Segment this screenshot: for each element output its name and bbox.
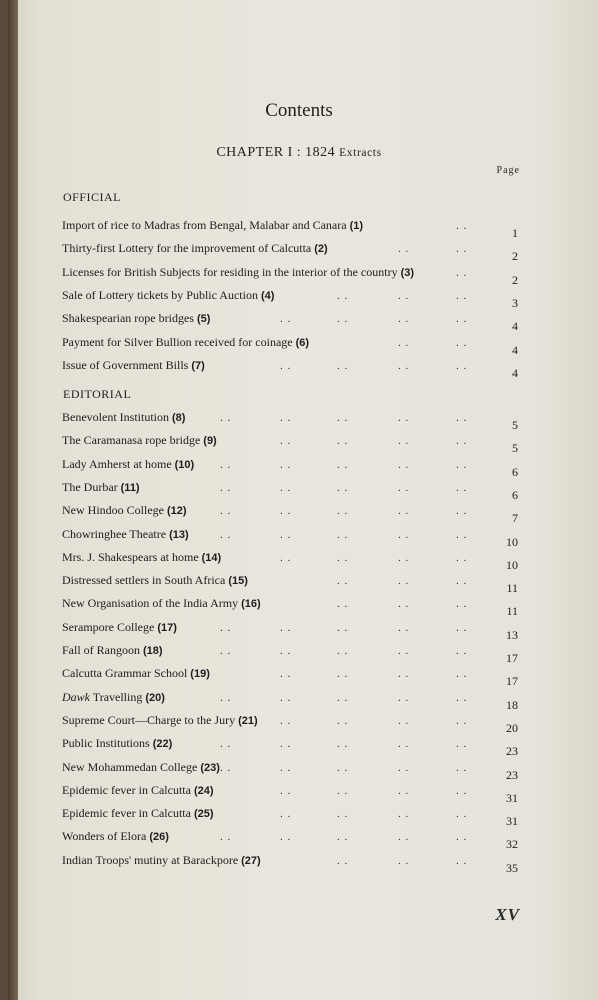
dot-leader: . . — [337, 621, 349, 634]
dot-leader: . . — [337, 551, 349, 564]
entry-page-number: 2 — [512, 272, 518, 287]
dot-leader: . . — [337, 738, 349, 751]
dot-leader: . . — [220, 528, 232, 541]
dot-leader: . . — [398, 359, 410, 372]
entry-page-number: 2 — [512, 249, 518, 264]
entry-text: Benevolent Institution — [62, 410, 172, 424]
entry-text: Thirty-first Lottery for the improvement of Calcutta — [62, 241, 315, 256]
entry-italic: Dawk — [62, 689, 90, 704]
dot-leader: . . — [398, 412, 410, 424]
dot-leader: . . — [456, 313, 468, 326]
entry-page-number: 13 — [506, 627, 518, 642]
entry-text: New Hindoo College — [62, 503, 167, 518]
entry-text: Fall of Rangoon — [62, 643, 143, 657]
entry-title — [62, 527, 189, 542]
dot-leader: . . — [220, 761, 232, 774]
entry-text: Mrs. J. Shakespears at home — [62, 549, 202, 564]
entry-page-number: 4 — [512, 319, 518, 334]
dot-leader: . . — [456, 598, 468, 611]
entry-number: (9) — [203, 435, 217, 448]
dot-leader: . . — [337, 528, 349, 541]
dot-leader: . . — [456, 505, 468, 518]
dot-leader: . . — [456, 575, 468, 588]
entry-title — [62, 596, 261, 611]
toc-entry — [0, 690, 598, 710]
dot-leader: . . — [337, 481, 349, 494]
dot-leader: . . — [337, 575, 349, 588]
entry-title — [62, 358, 205, 373]
entry-page-number: 3 — [512, 295, 518, 310]
dot-leader: . . — [220, 505, 232, 518]
entry-page-number: 10 — [506, 534, 518, 549]
dot-leader: . . — [456, 714, 468, 727]
dot-leader: . . — [456, 691, 468, 704]
entry-title — [62, 480, 140, 495]
entry-title — [62, 643, 163, 658]
toc-entry — [0, 480, 598, 500]
dot-leader: . . — [280, 313, 292, 326]
page-column-heading: Page — [496, 165, 520, 176]
dot-leader: . . — [220, 645, 232, 657]
dot-leader: . . — [398, 691, 410, 704]
entry-page-number: 32 — [506, 837, 518, 852]
dot-leader: . . — [398, 761, 410, 774]
dot-leader: . . — [398, 551, 410, 564]
entry-page-number: 4 — [512, 342, 518, 357]
chapter-label: CHAPTER I : 1824 — [216, 145, 336, 160]
dot-leader: . . — [280, 481, 292, 494]
page-folio: XV — [495, 905, 520, 924]
dot-leader: . . — [398, 598, 410, 611]
dot-leader: . . — [337, 313, 349, 326]
entry-number: (26) — [149, 831, 169, 844]
entry-text: Public Institutions — [62, 736, 153, 751]
toc-entry — [0, 550, 598, 570]
dot-leader: . . — [337, 691, 349, 704]
entry-number: (15) — [228, 575, 248, 588]
entry-title — [62, 760, 220, 775]
entry-text: Serampore College — [62, 619, 158, 634]
entry-title — [62, 666, 210, 681]
entry-page-number: 6 — [512, 487, 518, 502]
toc-entry — [0, 596, 598, 619]
entry-number: (21) — [238, 714, 258, 727]
entry-title — [62, 457, 194, 472]
entry-page-number: 23 — [506, 744, 518, 759]
dot-leader: . . — [456, 266, 468, 279]
toc-entry — [0, 311, 598, 334]
entry-page-number: 17 — [506, 651, 518, 665]
toc-entry — [0, 643, 598, 663]
entry-title — [62, 503, 187, 518]
entry-title — [62, 218, 363, 233]
toc-entry — [0, 713, 598, 733]
entry-number: (18) — [143, 645, 163, 657]
dot-leader: . . — [456, 738, 468, 751]
dot-leader: . . — [337, 668, 349, 681]
chapter-heading — [0, 145, 598, 161]
entry-number: (2) — [314, 243, 328, 256]
toc-entry — [0, 433, 598, 456]
dot-leader: . . — [398, 505, 410, 518]
toc-entry — [0, 806, 598, 829]
dot-leader: . . — [280, 505, 292, 518]
dot-leader: . . — [337, 808, 349, 821]
entry-text: Shakespearian rope bridges — [62, 311, 197, 326]
entry-title — [62, 241, 328, 256]
dot-leader: . . — [280, 458, 292, 471]
dot-leader: . . — [220, 738, 232, 751]
dot-leader: . . — [398, 435, 410, 448]
dot-leader: . . — [456, 551, 468, 564]
dot-leader: . . — [280, 412, 292, 424]
toc-entry — [0, 783, 598, 803]
toc-entry — [0, 218, 598, 238]
entry-page-number: 17 — [506, 674, 518, 689]
entry-text: Sale of Lottery tickets by Public Auction — [62, 287, 261, 302]
entry-title — [62, 620, 177, 635]
dot-leader: . . — [280, 621, 292, 634]
section-heading: OFFICIAL — [63, 190, 122, 204]
toc-entry — [0, 527, 598, 547]
entry-number: (16) — [241, 598, 261, 611]
dot-leader: . . — [456, 784, 468, 797]
dot-leader: . . — [398, 336, 410, 349]
toc-entry — [0, 410, 598, 430]
dot-leader: . . — [220, 691, 232, 704]
entry-text: Wonders of Elora — [62, 829, 150, 844]
dot-leader: . . — [398, 808, 410, 821]
dot-leader: . . — [337, 645, 349, 657]
toc-entry — [0, 829, 598, 852]
entry-number: (4) — [260, 289, 275, 302]
toc-entry — [0, 358, 598, 378]
entry-page-number: 31 — [506, 814, 518, 829]
dot-leader: . . — [456, 761, 468, 774]
dot-leader: . . — [280, 808, 292, 821]
section-heading: EDITORIAL — [63, 387, 132, 401]
dot-leader: . . — [456, 359, 468, 372]
dot-leader: . . — [280, 668, 292, 681]
entry-page-number: 7 — [512, 511, 518, 526]
dot-leader: . . — [337, 761, 349, 774]
entry-text: Distressed settlers in South Africa — [62, 573, 229, 588]
chapter-smallcaps: Extracts — [339, 147, 382, 159]
entry-title — [62, 550, 221, 565]
entry-number: (19) — [190, 668, 210, 681]
entry-text: Issue of Government Bills — [62, 357, 192, 372]
toc-entry — [0, 620, 598, 640]
dot-leader: . . — [398, 243, 410, 256]
entry-number: (20) — [145, 691, 165, 704]
entry-page-number: 11 — [506, 604, 518, 619]
entry-text: Import of rice to Madras from Bengal, Malabar and Canara — [62, 218, 350, 232]
entry-page-number: 4 — [512, 365, 518, 380]
entry-text: Indian Troops' mutiny at Barackpore — [62, 852, 242, 867]
dot-leader: . . — [337, 359, 349, 372]
entry-title — [62, 783, 214, 798]
entry-number: (27) — [241, 854, 261, 867]
dot-leader: . . — [456, 412, 468, 424]
dot-leader: . . — [398, 481, 410, 494]
dot-leader: . . — [337, 289, 349, 302]
dot-leader: . . — [280, 528, 292, 541]
entry-number: (22) — [152, 738, 173, 751]
entry-text: Travelling — [90, 689, 146, 704]
dot-leader: . . — [456, 458, 468, 471]
dot-leader: . . — [398, 289, 410, 302]
entry-number: (14) — [201, 551, 222, 564]
entry-page-number: 1 — [512, 226, 518, 240]
dot-leader: . . — [456, 668, 468, 681]
entry-page-number: 5 — [512, 418, 518, 432]
entry-number: (3) — [400, 266, 415, 279]
dot-leader: . . — [398, 621, 410, 634]
entry-number: (7) — [191, 359, 205, 372]
dot-leader: . . — [398, 784, 410, 797]
dot-leader: . . — [220, 481, 232, 494]
dot-leader: . . — [456, 528, 468, 541]
dot-leader: . . — [280, 714, 292, 727]
entry-text: Chowringhee Theatre — [62, 526, 170, 541]
entry-title — [62, 573, 248, 588]
entry-number: (8) — [172, 412, 186, 424]
dot-leader: . . — [337, 784, 349, 797]
entry-page-number: 35 — [506, 860, 518, 875]
entry-title — [62, 433, 217, 448]
entry-text: New Organisation of the India Army — [62, 596, 242, 611]
entry-number: (12) — [166, 505, 187, 518]
dot-leader: . . — [456, 481, 468, 494]
toc-entry — [0, 736, 598, 759]
dot-leader: . . — [220, 458, 232, 471]
entry-text: Payment for Silver Bullion received for coinage — [62, 334, 296, 349]
entry-number: (11) — [120, 481, 140, 494]
toc-entry — [0, 666, 598, 689]
entry-title — [62, 736, 172, 751]
entry-title — [62, 853, 261, 868]
toc-entry — [0, 335, 598, 355]
dot-leader: . . — [456, 645, 468, 657]
entry-text: New Mohammedan College — [62, 759, 201, 774]
toc-entry — [0, 288, 598, 308]
dot-leader: . . — [280, 359, 292, 372]
dot-leader: . . — [280, 831, 292, 844]
dot-leader: . . — [337, 505, 349, 518]
entry-text: Epidemic fever in Calcutta — [62, 806, 194, 821]
toc-entry — [0, 760, 598, 780]
dot-leader: . . — [280, 784, 292, 797]
entry-text: The Caramanasa rope bridge — [62, 433, 204, 448]
dot-leader: . . — [280, 691, 292, 704]
entry-page-number: 18 — [506, 697, 518, 712]
dot-leader: . . — [337, 435, 349, 448]
dot-leader: . . — [280, 761, 292, 774]
entry-number: (10) — [174, 458, 195, 471]
entry-number: (23) — [200, 761, 220, 774]
entry-title — [62, 829, 169, 844]
entry-number: (25) — [193, 808, 214, 821]
toc-entry — [0, 503, 598, 526]
entry-number: (17) — [157, 621, 177, 634]
dot-leader: . . — [398, 854, 410, 867]
entry-title — [62, 806, 214, 821]
toc-entry — [0, 853, 598, 873]
entry-text: Supreme Court—Charge to the Jury — [62, 712, 239, 727]
dot-leader: . . — [337, 854, 349, 867]
entry-title — [62, 288, 274, 303]
dot-leader: . . — [398, 458, 410, 471]
dot-leader: . . — [398, 714, 410, 727]
dot-leader: . . — [398, 313, 410, 326]
entry-number: (24) — [193, 784, 214, 797]
contents-title: Contents — [265, 100, 333, 121]
entry-page-number: 11 — [506, 581, 518, 596]
dot-leader: . . — [398, 738, 410, 751]
toc-entry — [0, 573, 598, 596]
dot-leader: . . — [337, 458, 349, 471]
dot-leader: . . — [220, 831, 232, 844]
dot-leader: . . — [456, 336, 468, 349]
dot-leader: . . — [398, 575, 410, 588]
entry-page-number: 6 — [512, 464, 518, 479]
dot-leader: . . — [456, 243, 468, 256]
dot-leader: . . — [220, 621, 232, 634]
dot-leader: . . — [220, 412, 232, 424]
dot-leader: . . — [280, 738, 292, 751]
dot-leader: . . — [398, 831, 410, 844]
dot-leader: . . — [280, 435, 292, 448]
toc-entry — [0, 265, 598, 285]
toc-entry — [0, 457, 598, 477]
entry-page-number: 20 — [506, 720, 518, 735]
dot-leader: . . — [398, 528, 410, 541]
dot-leader: . . — [456, 831, 468, 844]
dot-leader: . . — [456, 808, 468, 821]
entry-title — [62, 713, 258, 728]
entry-page-number: 5 — [512, 441, 518, 456]
entry-number: (5) — [196, 313, 211, 326]
entry-text: Licenses for British Subjects for residing in the interior of the country — [62, 264, 401, 279]
dot-leader: . . — [280, 645, 292, 657]
entry-title — [62, 311, 210, 326]
dot-leader: . . — [456, 621, 468, 634]
entry-title — [62, 335, 309, 350]
dot-leader: . . — [337, 412, 349, 424]
dot-leader: . . — [337, 714, 349, 727]
dot-leader: . . — [456, 289, 468, 302]
entry-page-number: 23 — [506, 767, 518, 782]
entry-title — [62, 265, 414, 280]
dot-leader: . . — [456, 435, 468, 448]
entry-page-number: 10 — [506, 557, 518, 572]
dot-leader: . . — [456, 220, 468, 232]
dot-leader: . . — [337, 831, 349, 844]
entry-number: (13) — [169, 528, 189, 541]
entry-number: (1) — [349, 220, 364, 232]
entry-title — [62, 690, 165, 705]
entry-number: (6) — [295, 336, 310, 349]
dot-leader: . . — [398, 645, 410, 657]
toc-entry — [0, 241, 598, 264]
entry-page-number: 31 — [506, 790, 518, 805]
dot-leader: . . — [280, 551, 292, 564]
dot-leader: . . — [337, 598, 349, 611]
entry-text: Epidemic fever in Calcutta — [62, 782, 194, 797]
entry-text: Calcutta Grammar School — [62, 666, 191, 681]
entry-title — [62, 410, 185, 425]
dot-leader: . . — [456, 854, 468, 867]
entry-text: The Durbar — [62, 479, 121, 494]
entry-text: Lady Amherst at home — [62, 456, 175, 471]
dot-leader: . . — [398, 668, 410, 681]
